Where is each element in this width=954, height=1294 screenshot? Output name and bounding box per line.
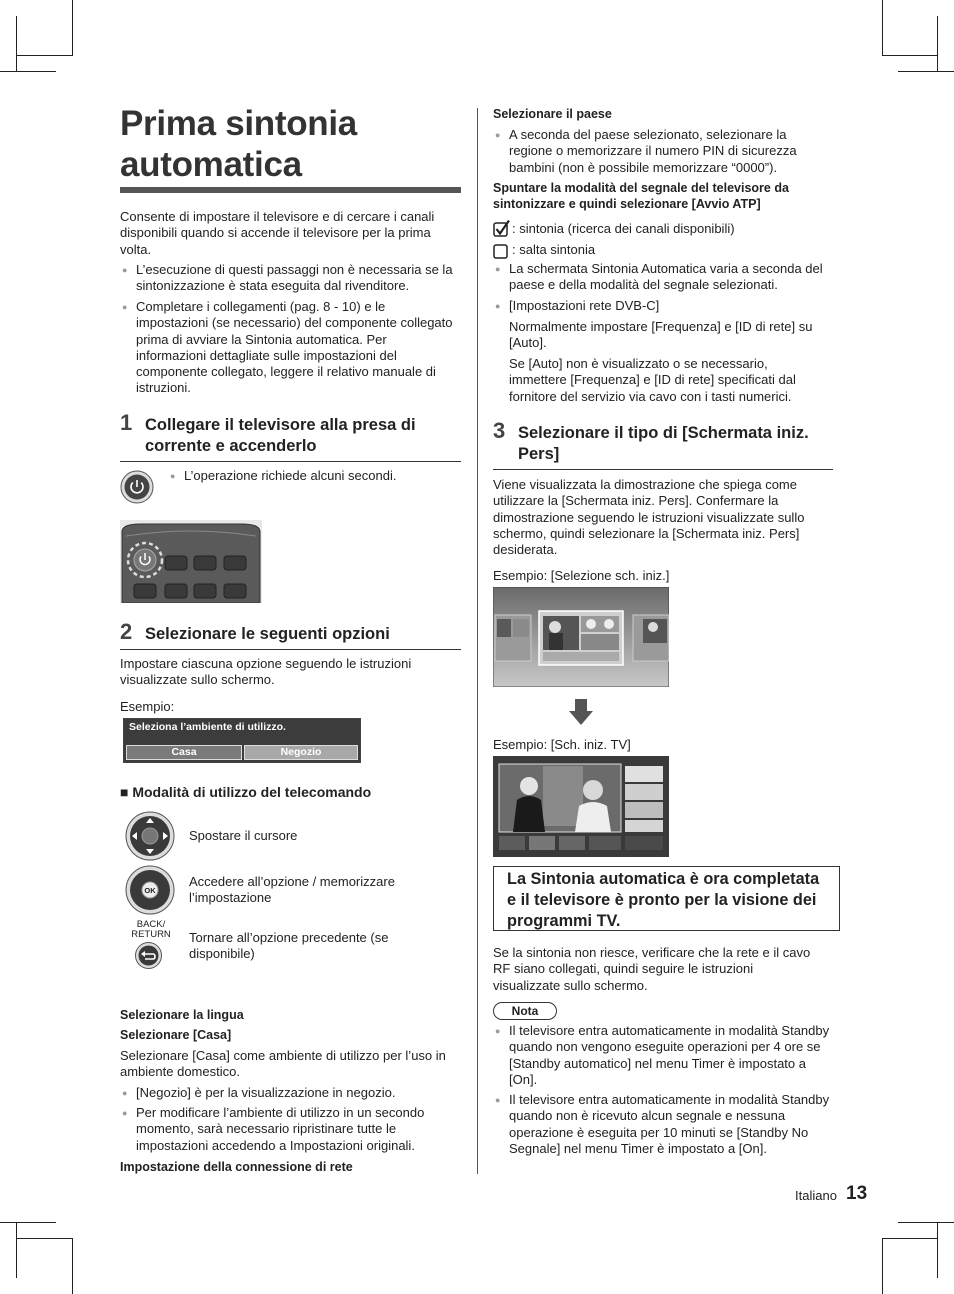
back-label-line: BACK/	[136, 919, 166, 930]
dvbc-sub1: Normalmente impostare [Frequenza] e [ID di rete] su [Auto].	[509, 319, 813, 351]
nota-bullet: ● Il televisore entra automaticamente in modalità Standby quando non vengono eseguite operazioni per 4 ore se [Standby automatico] nel menu Timer è impostato a [On].	[493, 1023, 831, 1088]
ok-label: OK	[144, 886, 156, 895]
remote-mode-heading: ■ Modalità di utilizzo del telecomando	[120, 784, 372, 800]
step-title: Collegare il televisore alla presa di corrente e accenderlo	[145, 416, 416, 455]
crop-mark	[882, 1238, 938, 1239]
step-number: 3	[493, 418, 506, 443]
back-label-line: RETURN	[131, 929, 171, 940]
back-return-label	[130, 920, 172, 940]
intro-bullet: ● Completare i collegamenti (pag. 8 - 10) e le impostazioni (se necessario) del componente collegato prima di avviare la Sintonia automatica. Per informazioni dettagliate sulle impostazioni del componente collegato, leggere il relativo manuale di istruzioni.	[120, 299, 458, 397]
tv-home-screen-image	[493, 756, 669, 857]
crop-mark	[882, 1238, 883, 1294]
title-underline	[120, 187, 461, 193]
intro-bullet: ● L’esecuzione di questi passaggi non è necessaria se la sintonizzazione è stata eseguita dal rivenditore.	[120, 262, 458, 295]
paese-bullet: ● [Impostazioni rete DVB-C]	[493, 298, 831, 314]
lingua-heading: Selezionare la lingua	[120, 1008, 244, 1022]
footer-language: Italiano	[795, 1188, 837, 1203]
check-off-text: : salta sintonia	[512, 242, 596, 257]
example2-label: Esempio: [Sch. iniz. TV]	[493, 737, 631, 752]
crop-mark	[0, 1222, 56, 1223]
step-rule	[120, 649, 461, 650]
step1-bullet: ● L’operazione richiede alcuni secondi.	[168, 468, 464, 484]
checkbox-empty-icon	[493, 243, 509, 259]
nota-bullet: ● Il televisore entra automaticamente in modalità Standby quando non è ricevuto alcun segnale e nessuna operazione è eseguita per 10 minuti se [Standby No Segnale] nel menu Timer è impostato a [On].	[493, 1092, 831, 1157]
paese-bullet: ● La schermata Sintonia Automatica varia a seconda del paese e della modalità del segnale selezionati.	[493, 261, 831, 294]
home-screen-selection-image	[493, 587, 669, 687]
menu-header: Seleziona l’ambiente di utilizzo.	[124, 719, 360, 736]
page-title-line: Prima sintonia	[120, 104, 357, 143]
dvbc-sub2: Se [Auto] non è visualizzato o se necessario, immettere [Frequenza] e [ID di rete] specificati dal fornitore del servizio via cavo con i tasti numerici.	[509, 356, 796, 404]
lingua-bullet: ● Per modificare l’ambiente di utilizzo in un secondo momento, sarà necessario ripristinare tutte le impostazioni accedendo a Impostazioni originali.	[120, 1105, 458, 1154]
column-divider	[477, 108, 478, 1174]
intro-text: Consente di impostare il televisore e di cercare i canali disponibili quando si accende il televisore per la prima volta.	[120, 209, 435, 257]
crop-mark	[16, 55, 72, 56]
step-rule	[120, 461, 461, 462]
example1-label: Esempio: [Selezione sch. iniz.]	[493, 568, 670, 583]
option-negozio[interactable]: Negozio	[244, 745, 358, 760]
fail-text: Se la sintonia non riesce, verificare che la rete e il cavo RF siano collegati, quindi seguire le istruzioni visualizzate sullo schermo.	[493, 945, 811, 993]
step-rule	[493, 469, 833, 470]
power-button-icon	[120, 470, 154, 504]
lingua-text: Selezionare [Casa] come ambiente di utilizzo per l’uso in ambiente domestico.	[120, 1048, 446, 1080]
crop-mark	[898, 1222, 954, 1223]
ok-button-icon	[125, 865, 175, 915]
check-on-text: : sintonia (ricerca dei canali disponibili)	[512, 221, 735, 236]
step-title: Selezionare il tipo di [Schermata iniz. Pers]	[518, 424, 809, 463]
completion-box: La Sintonia automatica è ora completata e il televisore è pronto per la visione dei programmi TV.	[493, 866, 840, 931]
remote-row1-text: Spostare il cursore	[189, 828, 298, 843]
crop-mark	[16, 1222, 17, 1278]
checkbox-checked-icon	[493, 219, 511, 237]
lingua-bullet: ● [Negozio] è per la visualizzazione in negozio.	[120, 1085, 458, 1101]
step2-text: Impostare ciascuna opzione seguendo le istruzioni visualizzate sullo schermo.	[120, 656, 412, 688]
cursor-pad-icon	[125, 811, 175, 861]
down-arrow-icon	[569, 699, 593, 725]
crop-mark	[937, 1222, 938, 1278]
crop-mark	[0, 71, 56, 72]
page-number: 13	[846, 1183, 868, 1204]
paese-bullet: ● A seconda del paese selezionato, selezionare la regione o memorizzare il numero PIN di sicurezza bambini (non è possibile memorizzare “0000”).	[493, 127, 831, 176]
crop-mark	[72, 1238, 73, 1294]
step3-text: Viene visualizzata la dimostrazione che spiega come utilizzare la [Schermata iniz. Pers]. Confermare la dimostrazione seguendo le istruzioni visualizzate sullo schermo, quindi selezionare la [Schermata iniz. Pers] desiderata.	[493, 477, 805, 558]
crop-mark	[16, 1238, 72, 1239]
crop-mark	[882, 55, 938, 56]
crop-mark	[72, 0, 73, 56]
step-title: Selezionare le seguenti opzioni	[145, 625, 390, 643]
remote-control-icon	[120, 520, 262, 603]
remote-row2-text: Accedere all’opzione / memorizzare l’impostazione	[189, 874, 395, 906]
crop-mark	[937, 16, 938, 72]
casa-heading: Selezionare [Casa]	[120, 1028, 232, 1042]
crop-mark	[882, 0, 883, 56]
signal-heading: Spuntare la modalità del segnale del televisore da sintonizzare e quindi selezionare [Avvio ATP]	[493, 181, 789, 212]
crop-mark	[898, 71, 954, 72]
step-number: 2	[120, 619, 133, 644]
nota-label: Nota	[493, 1002, 557, 1020]
network-heading: Impostazione della connessione di rete	[120, 1160, 353, 1174]
step-number: 1	[120, 410, 133, 435]
menu-example	[123, 718, 361, 763]
back-return-icon	[135, 942, 162, 969]
page-title	[120, 103, 465, 185]
crop-mark	[16, 16, 17, 72]
remote-row3-text: Tornare all’opzione precedente (se disponibile)	[189, 930, 389, 962]
example-label: Esempio:	[120, 699, 175, 714]
page-title-line: automatica	[120, 145, 302, 184]
option-casa[interactable]: Casa	[126, 745, 242, 760]
paese-heading: Selezionare il paese	[493, 107, 612, 121]
